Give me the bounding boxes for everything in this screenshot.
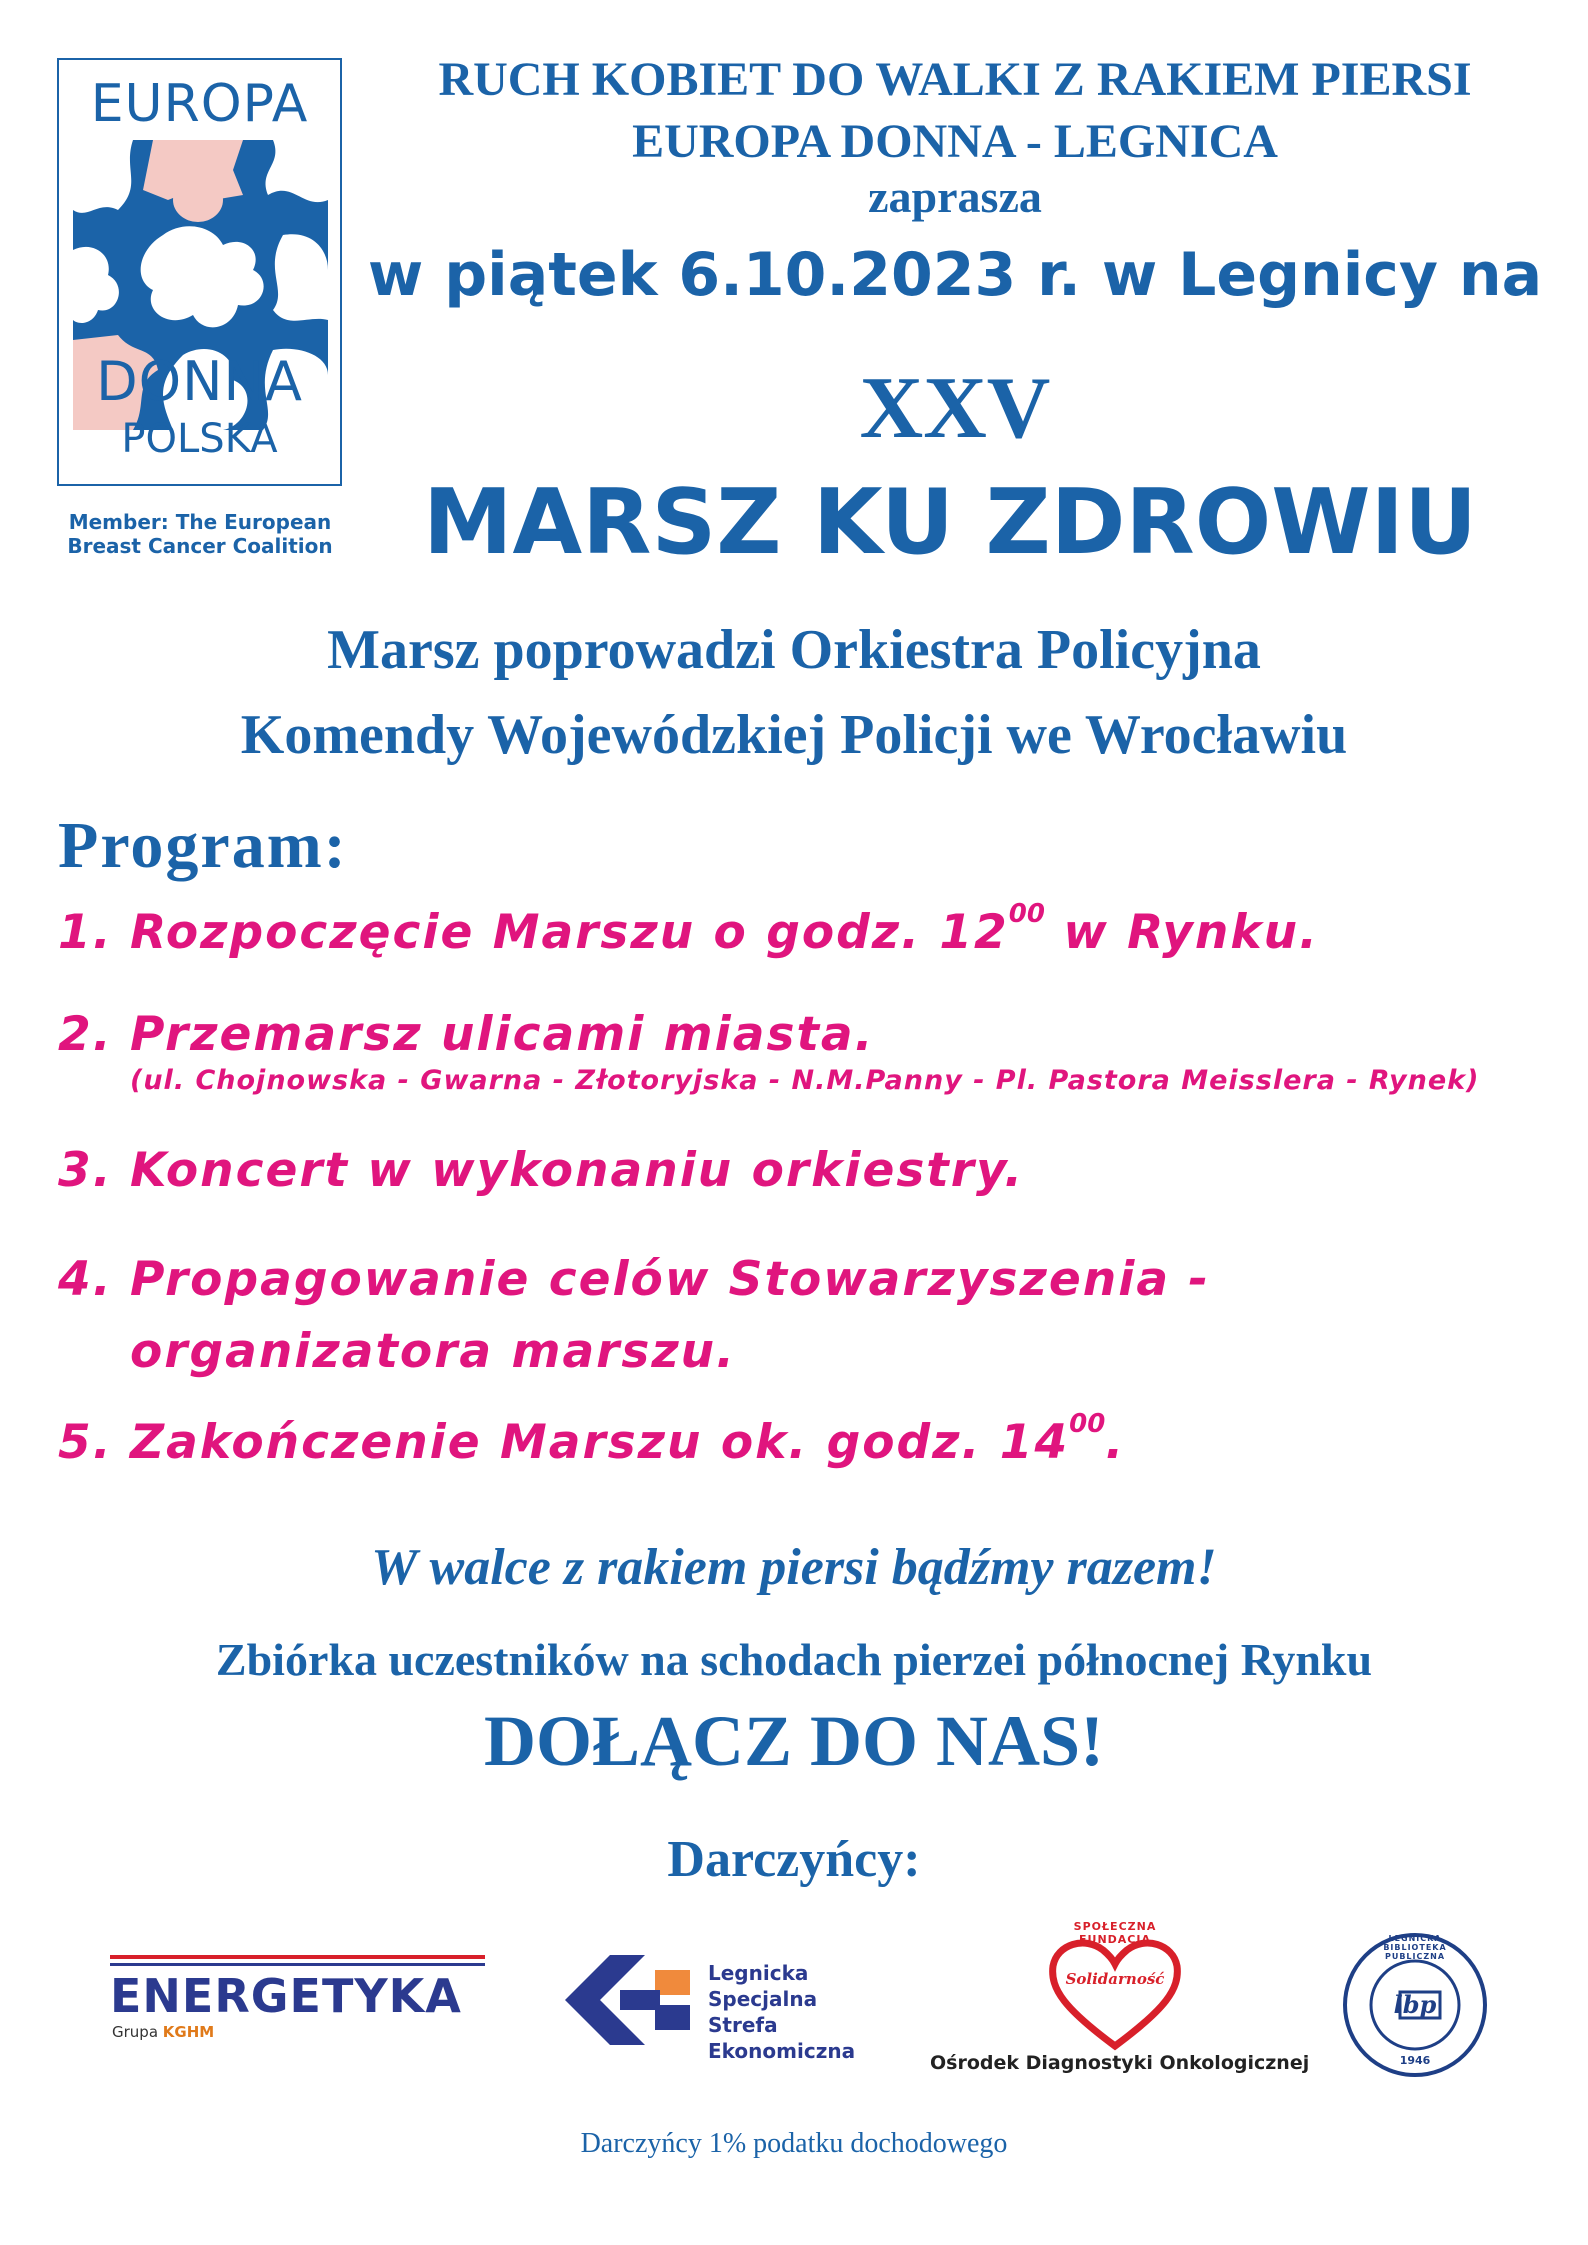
energetyka-group-name: KGHM (162, 2023, 215, 2041)
orchestra-line-2: Komendy Wojewódzkiej Policji we Wrocławiu (240, 704, 1348, 766)
program-item-text: Przemarsz ulicami miasta. (130, 1007, 875, 1062)
donors-tax-note: Darczyńcy 1% podatku dochodowego (580, 2128, 1008, 2159)
header-roman-numeral: XXV (859, 360, 1051, 457)
header-line-2: EUROPA DONNA - LEGNICA (632, 115, 1278, 168)
lsse-line-2: Specjalna Strefa (708, 1987, 818, 2037)
member-line-1: Member: The European (68, 510, 332, 534)
program-item-superscript: 00 (1069, 1409, 1106, 1439)
header-date-line: w piątek 6.10.2023 r. w Legnicy na (367, 240, 1543, 310)
logo-word-donna: DONNA (96, 350, 303, 413)
sponsor-solidarnosc-logo (930, 1920, 1310, 2080)
member-line-2: Breast Cancer Coalition (67, 534, 333, 558)
slogan: W walce z rakiem piersi bądźmy razem! (371, 1539, 1217, 1596)
lbp-year: 1946 (1399, 2054, 1431, 2067)
program-item-number: 5. (58, 1415, 113, 1470)
program-item-text-after: w Rynku. (1044, 905, 1319, 960)
lbp-monogram: lbp (1393, 1990, 1437, 2019)
solidarnosc-wordmark: Solidarność (1065, 1970, 1165, 1988)
program-item-1 (58, 899, 1319, 960)
program-item-text: Koncert w wykonaniu orkiestry. (130, 1143, 1025, 1198)
donors-heading: Darczyńcy: (667, 1831, 921, 1888)
join-us-heading: DOŁĄCZ DO NAS! (483, 1701, 1105, 1781)
energetyka-navy-line (110, 1963, 485, 1966)
program-item-4 (58, 1252, 1210, 1307)
program-item-3 (58, 1143, 1024, 1198)
program-item-text: Propagowanie celów Stowarzyszenia - (130, 1252, 1210, 1307)
header-line-3: zaprasza (868, 171, 1042, 222)
program-item-number: 3. (58, 1143, 113, 1198)
heart-icon (1045, 1934, 1185, 2052)
logo-member-caption (50, 510, 350, 558)
lsse-line-1: Legnicka (708, 1961, 809, 1985)
orchestra-line-1: Marsz poprowadzi Orkiestra Policyjna (327, 619, 1261, 681)
program-item-4-continued: organizatora marszu. (130, 1324, 736, 1379)
solidarnosc-caption: Ośrodek Diagnostyki Onkologicznej (930, 2052, 1310, 2074)
program-item-text-after: . (1105, 1415, 1126, 1470)
program-item-superscript: 00 (1008, 899, 1045, 929)
solidarnosc-arc-text: SPOŁECZNA FUNDACJA (1073, 1920, 1157, 1946)
energetyka-group-line (112, 2023, 214, 2041)
lsse-text (708, 1960, 880, 2064)
program-heading: Program: (58, 809, 348, 882)
program-item-5 (58, 1409, 1126, 1470)
header-line-1: RUCH KOBIET DO WALKI Z RAKIEM PIERSI (438, 53, 1472, 106)
energetyka-wordmark: ENERGETYKA (110, 1969, 462, 2023)
sponsor-energetyka-logo (110, 1955, 485, 2045)
lbp-ring-text: LEGNICKA BIBLIOTEKA PUBLICZNA (1383, 1934, 1447, 1961)
europa-donna-logo (57, 58, 342, 486)
energetyka-group-prefix: Grupa (112, 2023, 159, 2041)
sponsor-lsse-logo (560, 1950, 880, 2063)
program-route-note: (ul. Chojnowska - Gwarna - Złotoryjska - N.M.Panny - Pl. Pastora Meisslera - Rynek) (130, 1065, 1480, 1096)
page-title: MARSZ KU ZDROWIU (422, 470, 1478, 575)
program-item-number: 2. (58, 1007, 113, 1062)
sponsor-lbp-logo (1340, 1930, 1490, 2080)
energetyka-red-line (110, 1955, 485, 1959)
logo-word-polska: POLSKA (121, 416, 278, 462)
program-item-text: Rozpoczęcie Marszu o godz. 12 (130, 905, 1009, 960)
program-item-number: 4. (58, 1252, 113, 1307)
program-item-text: Zakończenie Marszu ok. godz. 14 (130, 1415, 1070, 1470)
lsse-line-3: Ekonomiczna (708, 2039, 856, 2063)
program-item-number: 1. (58, 905, 113, 960)
logo-word-europa: EUROPA (90, 74, 309, 134)
lsse-chevron-icon (560, 1950, 700, 2050)
gathering-note: Zbiórka uczestników na schodach pierzei północnej Rynku (215, 1634, 1373, 1685)
program-item-2 (58, 1007, 875, 1062)
